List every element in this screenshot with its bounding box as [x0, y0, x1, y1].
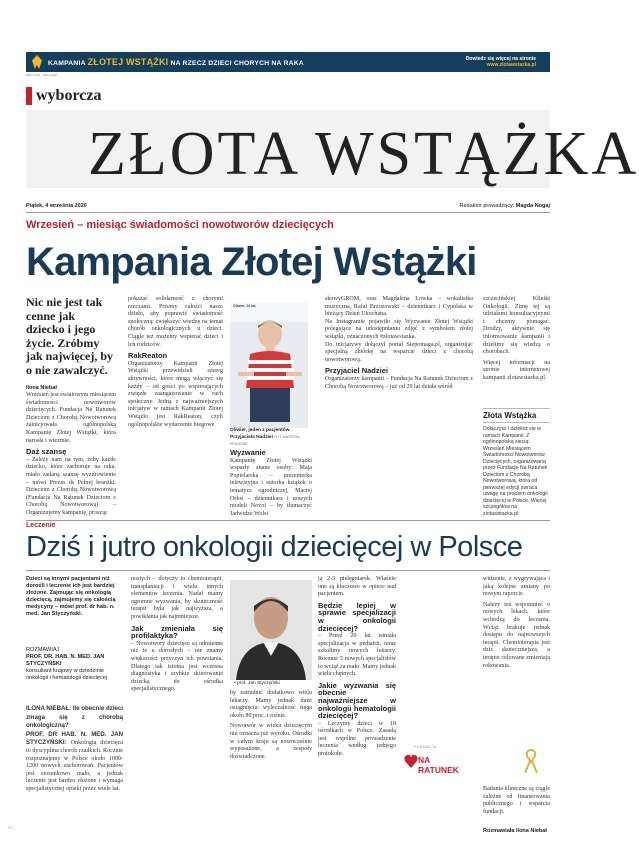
patient-photo	[230, 302, 308, 428]
article1-col1	[26, 392, 116, 517]
banner-highlight: ZŁOTEJ WSTĄŻKI	[87, 57, 169, 67]
paragraph: pokazać solidarność z chorymi rzeczami. Przemy całości nasze dzieło, aby poprawić świadomość społeczną: zwiększyć wiedzę na temat chorób onkologicznych u dzieci. Ciągle też możemy wspierać dzieci i ich rodziców.	[128, 296, 223, 348]
section-masthead	[26, 110, 639, 188]
banner-cta[interactable]	[466, 56, 536, 68]
subheading: RakReaton	[128, 351, 168, 361]
paragraph: Na Instagramie pojawiło się Wyzwanie Złotej Wstążki polegające na udostępnianiu zdjęć z symbolem złotej wstążki, oznaczonych #złotawstazka.	[325, 318, 473, 340]
answer: Onkologia dziecięca to dyscyplina chorób rzadkich. Rocznie rozpoznajemy w Polsce około 1000-1200 nowych zachorowań. Pacjentów jest stosunkowo mało, a jednak leczenie jest bardzo złożone i wymaga specjalistycznej opieki przez wiele lat.	[26, 740, 123, 792]
article2-col5b	[483, 786, 550, 826]
paragraph: Więcej informacji na stronie internetowej kampanii zlotawstazka.pl.	[483, 359, 550, 381]
subheading: Daż szansę	[26, 447, 67, 457]
article1-wyzwanie	[230, 446, 312, 516]
article2-lead: Dzieci są innymi pacjentami niż dorośli i leczenie ich jest bardziej złożone. Zajmując się onkologią dziecięcą, zajmujemy się całością medycyny – mówi prof. dr hab. n. med. Jan Styczyński.	[26, 576, 116, 617]
paragraph: Wrzesień jest światowym miesiącem świadomości nowotworów dziecięcych. Fundacja Na Ratunek Dzieciom z Chorobą Nowotworową zainicjowała ogólnopolską Kampanię Złotej Wstążki, która narosła i wiezmie.	[26, 392, 116, 444]
ad-tag: REKLAMA - REKLAMA	[26, 73, 58, 77]
article1-kicker: Wrzesień – miesiąc świadomości nowotworów dziecięcych	[26, 219, 334, 231]
interview-signature: Rozmawiała Ilona Niebał	[483, 828, 547, 834]
gold-ribbon-icon	[32, 55, 42, 69]
article1-col2	[128, 296, 223, 516]
photo1-caption	[230, 428, 312, 448]
answer-speaker: PROF. DR HAB. N. MED. JAN STYCZYŃSKI:	[26, 730, 123, 747]
subheading: Jak zmieniała się profilaktyka?	[131, 623, 223, 641]
boy-illustration	[230, 302, 308, 428]
campaign-banner[interactable]	[26, 52, 550, 72]
paragraph: Kampanię Złotej Wstążki wsparły znane osoby: Maja Popielarska – prezenterka telewizyjna i autorka książek o tematyce ogrodniczej, Maciej Orłoś – dziennikarz i nowych modeli Novol – by tłumaczyć Jadwidze Wolsi	[230, 457, 312, 517]
caption-credit: FOT. MATERIAŁ PRASOWE	[230, 435, 301, 446]
paragraph: Do inicjatywy dołączył portal Siepomaga.pl, organizując specjalną zbiórkę na wsparcie dzieci z chorobą nowotworową.	[325, 341, 473, 363]
info-sidebox	[483, 408, 550, 517]
banner-text	[48, 57, 304, 67]
caption-name: Oliwier, jeden z pacjentów	[230, 428, 290, 433]
paragraph: Badania kliniczne są ciągle zależne od finansowania publicznego i wsparcia fundacji.	[483, 786, 550, 815]
foundation-name: NA RATUNEK	[418, 755, 459, 775]
editor-name: Magda Nogaj	[515, 203, 550, 209]
article2-kicker: Leczenie	[26, 522, 56, 529]
professor-photo	[230, 580, 312, 680]
article1-headline: Kampania Złotej Wstążki	[26, 240, 477, 284]
divider	[26, 212, 550, 213]
divider	[26, 520, 550, 521]
logo-red-bar	[26, 87, 32, 105]
gold-ribbon-icon	[524, 748, 538, 774]
paragraph: ją 2-3 pielęgniarek. Właśnie one są kluczowe w opiece nad pacjentem.	[318, 576, 396, 598]
editor-label: Redaktor prowadzący:	[459, 203, 515, 209]
article2-headline: Dziś i jutro onkologii dziecięcej w Polsce	[26, 531, 523, 563]
paragraph: skowyGROM, oraz Magdalena Łowka – wokalistka muzyczna, Rafał Brzozowski – dziennikarz i Cypolska w bieżący Dzień Ukochana.	[325, 296, 473, 318]
author-name: PROF. DR. HAB. N. MED. JAN STYCZYŃSKI	[26, 654, 105, 667]
interview-qa	[26, 705, 123, 794]
paragraph: Organizatorzy Kampanii Złotej Wstążki przewidzieli szereg aktywności, które mogą włączyć się każdy – od gości po wspierających zwięzłe zaangażowanie w ruch społeczny. Jedną z najważniejszych inicjatyw w ramach Kampanii Złotej Wstążki jest RakReaton, czyli ogólnopolskie wydarzenie biegowe	[128, 360, 223, 428]
section-title: ZŁOTA WSTĄŻKA	[88, 120, 639, 188]
caption-org: Przyjaciela Nadziei	[230, 435, 273, 440]
article1-col3	[325, 296, 473, 516]
paragraph: – Przez 20 lat istniała specjalizacja w pediatrii, teraz szkolimy nowych lekarzy. Rocznie 5 nowych specjalistów to wciąż za mało. Mamy jednak wielu chętnych.	[318, 633, 396, 678]
wyborcza-logo	[26, 87, 101, 105]
article1-byline: Ilona Niebał	[26, 385, 57, 391]
subheading: Będzie lepiej w sprawie specjalizacji w onkologii dziecięcej?	[318, 600, 396, 633]
article1-lead: Nic nie jest tak cenne jak dziecko i jego życie. Zróbmy jak najwięcej, by o nie zawalczyć.	[26, 295, 113, 377]
author-box	[26, 647, 123, 682]
paragraph: Nowotwór w wieku dziecięcym nie oznacza już wyroku. Ośrodki w całym kraju są nowocześnie wyposażone, a zespoły doświadczone.	[230, 723, 312, 760]
paragraph: Należy też wspomnieć o nowych lekach, które wchodzą do leczenia. Wciąż brakuje jednak dostępu do najnowszych terapii. Chemioterapia jest dziś skuteczniejsza, a terapie celowane zmieniają rokowania.	[483, 601, 550, 669]
paragraph: widzenie, z wygrywająca i jaką kolejne zmiany po nowym raporcie.	[483, 576, 550, 598]
paragraph: nostych – dotyczy to chemioterapii, transplantacji i wielu innych elementów leczenia. Nadal mamy ogromne wyzwania, by skuteczność terapii była jak najwyższa, a powikłania jak najmniejsze.	[131, 576, 223, 620]
photo-sign-text: Oliwier, 10 lat,	[233, 304, 257, 308]
divider	[26, 570, 550, 571]
question: ILONA NIEBAŁ: Ile obecnie dzieci zmaga się z chorobą onkologiczną?	[26, 705, 123, 730]
article2-col5	[483, 576, 550, 736]
editor-line	[460, 203, 551, 209]
banner-url-link[interactable]: www.zlotawstazka.pl	[486, 62, 536, 68]
subheading: Przyjaciel Nadziei	[325, 366, 388, 376]
paragraph: szczecińskiej Kliniki Onkologii. Zimę tej są udziałami konsultacyjnymi i chcemy pomagać. Drodzy, aktywnie się informowanie kampanii i dzielimy się wiedzą o chorobach.	[483, 296, 550, 356]
article2-col4	[318, 576, 396, 826]
foundation-label: FUNDACJA	[414, 745, 437, 749]
paragraph: – Leczymy dzieci w 18 ośrodkach w Polsce. Zasadą jest wspólne prowadzenie leczenia według jednego protokołu.	[318, 720, 396, 758]
paragraph: – Nowotwory dziecięce są odmienne niż te u dorosłych – nie znamy większości przyczyn ich powstania. Dlatego tak istotna jest wczesna diagnostyka i szybkie skierowanie dziecka do ośrodka specjalistycznego.	[131, 640, 223, 693]
paragraph: by zatrudnić dodatkowo wielu lekarzy. Mamy jednak duże osiągnięcia: wyleczalność sięga około 80 proc. i rośnie.	[230, 690, 312, 719]
banner-suffix: NA RZECZ DZIECI CHORYCH NA RAKA	[170, 60, 304, 67]
page-number: Z1	[8, 826, 13, 830]
author-label: ROZMAWIAJ	[26, 647, 60, 653]
subheading: Wyzwanie	[230, 448, 266, 457]
article2-col2	[131, 576, 223, 826]
foundation-logo	[400, 733, 470, 791]
heart-icon	[404, 753, 418, 769]
portrait-illustration	[230, 580, 312, 680]
article1-col4	[483, 296, 550, 404]
banner-prefix: KAMPANIA	[48, 60, 86, 67]
photo2-caption: • prof. Jan Styczyński	[234, 681, 280, 686]
subheading: Jakie wyzwania się obecnie najważniejsze w onkologii hematologii dziecięcej?	[318, 680, 396, 721]
brand-name: wyborcza	[36, 87, 102, 104]
article1-lead-block	[26, 296, 116, 399]
banner-cta-line: Dowiedz się więcej na stronie	[465, 56, 536, 62]
sidebox-title: Złota Wstążka	[483, 408, 550, 423]
paragraph: – Zależy nam na tym, żeby każde dziecko, które zachoruje na raka, miało zadaną szansę wyzdrowienie – mówi Prezes ds Pełnej branżki. Dzieciom z Chorobą Nowotworową (Fundacja Na Ratunek Dzieciom z Chorobą Nowotworową). – Organizujemy kampanię, prosząc	[26, 456, 116, 516]
issue-date: Piątek, 4 września 2020	[26, 203, 87, 209]
sidebox-body: Dołączysz i dzielisz się w ramach Kampanii. Z ogólnopolską siecią: Wrzesień Miesiącem Świadomości Nowotworów Dziecięcych, organizowaną przez Fundację Na Ratunek Dzieciom z Chorobą Nowotworową, która od pierwszej edycji zwraca uwagę na problem onkologii dziecięcej w Polsce. Więcej szczegółów na zlotawstazka.pl	[483, 426, 548, 517]
author-role: konsultant krajowy w dziedzinie onkologii i hematologii dziecięcej	[26, 668, 108, 681]
article2-col3	[230, 690, 312, 826]
paragraph: Organizatorzy kampanii – Fundacja Na Ratunek Dzieciom z Chorobą Nowotworową – już od 29 lat działa wśród	[325, 375, 473, 390]
